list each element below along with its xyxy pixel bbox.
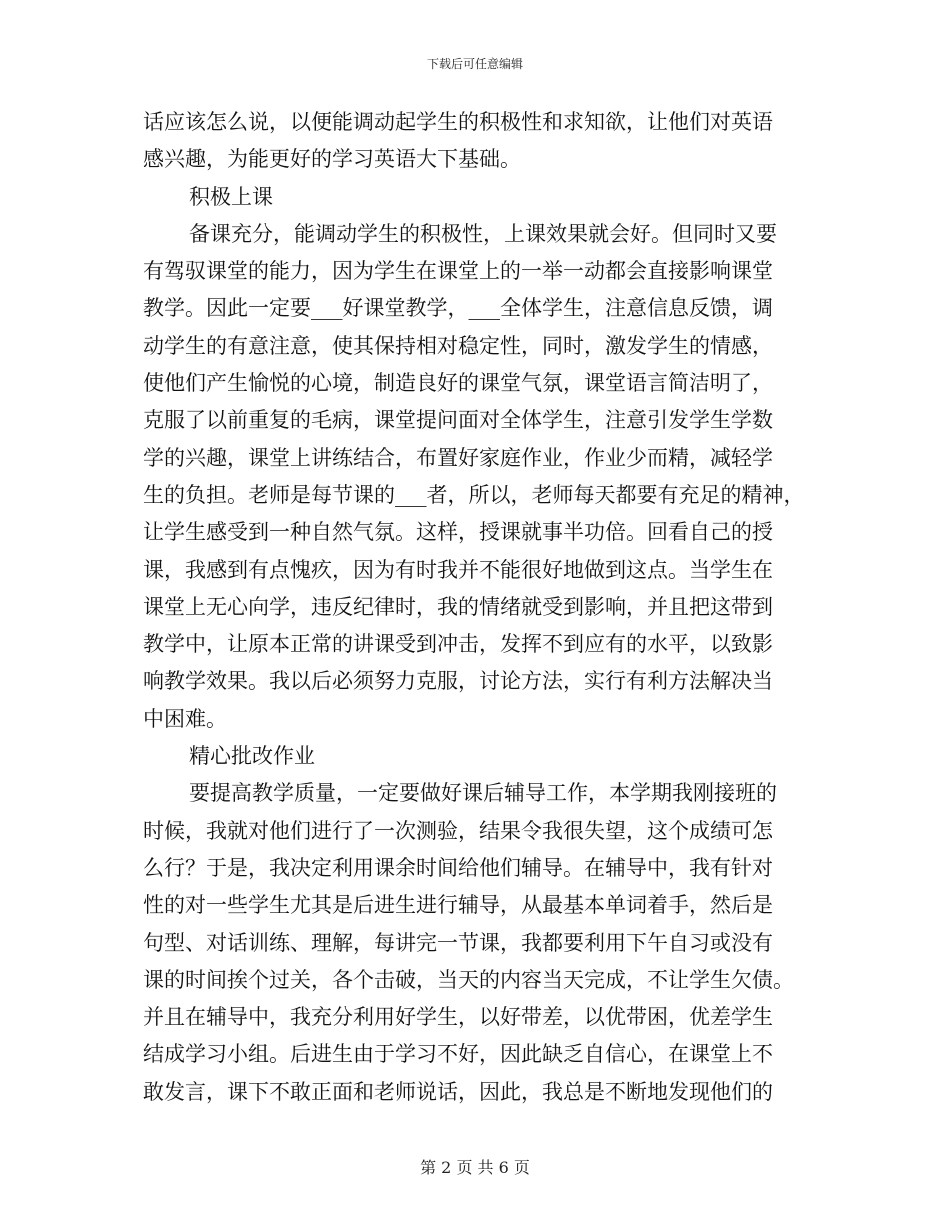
page-header: 下载后可任意编辑 bbox=[426, 57, 523, 71]
paragraph-line-indented: 备课充分，能调动学生的积极性，上课效果就会好。但同时又要 bbox=[189, 221, 777, 246]
paragraph-line-indented: 积极上课 bbox=[189, 184, 273, 209]
paragraph-line: 敢发言，课下不敢正面和老师说话，因此，我总是不断地发现他们的 bbox=[143, 1079, 773, 1104]
paragraph-line: 感兴趣，为能更好的学习英语大下基础。 bbox=[143, 147, 521, 172]
paragraph-line: 让学生感受到一种自然气氛。这样，授课就事半功倍。回看自己的授 bbox=[143, 520, 773, 545]
paragraph-line: 动学生的有意注意，使其保持相对稳定性，同时，激发学生的情感， bbox=[143, 333, 773, 358]
paragraph-line: 结成学习小组。后进生由于学习不好，因此缺乏自信心，在课堂上不 bbox=[143, 1042, 773, 1067]
paragraph-line: 有驾驭课堂的能力，因为学生在课堂上的一举一动都会直接影响课堂 bbox=[143, 259, 773, 284]
paragraph-line: 并且在辅导中，我充分利用好学生，以好带差，以优带困，优差学生 bbox=[143, 1005, 773, 1030]
paragraph-line: 教学中，让原本正常的讲课受到冲击，发挥不到应有的水平，以致影 bbox=[143, 632, 773, 657]
paragraph-line: 响教学效果。我以后必须努力克服，讨论方法，实行有利方法解决当 bbox=[143, 669, 773, 694]
paragraph-line: 话应该怎么说，以便能调动起学生的积极性和求知欲，让他们对英语 bbox=[143, 110, 773, 134]
paragraph-line: 性的对一些学生尤其是后进生进行辅导，从最基本单词着手，然后是 bbox=[143, 893, 773, 918]
paragraph-line: 课的时间挨个过关，各个击破，当天的内容当天完成，不让学生欠债。 bbox=[143, 967, 794, 992]
paragraph-line-indented: 要提高教学质量，一定要做好课后辅导工作，本学期我刚接班的 bbox=[189, 781, 777, 806]
paragraph-line-indented: 精心批改作业 bbox=[189, 744, 315, 769]
paragraph-line: 使他们产生愉悦的心境，制造良好的课堂气氛，课堂语言简洁明了， bbox=[143, 371, 773, 396]
paragraph-line: 课，我感到有点愧疚，因为有时我并不能很好地做到这点。当学生在 bbox=[143, 557, 773, 582]
paragraph-line: 么行？于是，我决定利用课余时间给他们辅导。在辅导中，我有针对 bbox=[143, 855, 773, 880]
paragraph-line: 中困难。 bbox=[143, 706, 227, 731]
paragraph-line: 时候，我就对他们进行了一次测验，结果令我很失望，这个成绩可怎 bbox=[143, 818, 773, 843]
paragraph-line: 课堂上无心向学，违反纪律时，我的情绪就受到影响，并且把这带到 bbox=[143, 594, 773, 619]
paragraph-line: 学的兴趣，课堂上讲练结合，布置好家庭作业，作业少而精，减轻学 bbox=[143, 445, 773, 470]
paragraph-line: 克服了以前重复的毛病，课堂提问面对全体学生，注意引发学生学数 bbox=[143, 408, 773, 433]
document-body bbox=[143, 104, 823, 1111]
paragraph-line: 句型、对话训练、理解，每讲完一节课，我都要利用下午自习或没有 bbox=[143, 930, 773, 955]
page-footer: 第 2 页 共 6 页 bbox=[420, 1158, 530, 1177]
paragraph-line: 教学。因此一定要___好课堂教学，___全体学生，注意信息反馈，调 bbox=[143, 296, 773, 321]
paragraph-line: 生的负担。老师是每节课的___者，所以，老师每天都要有充足的精神， bbox=[143, 482, 805, 507]
